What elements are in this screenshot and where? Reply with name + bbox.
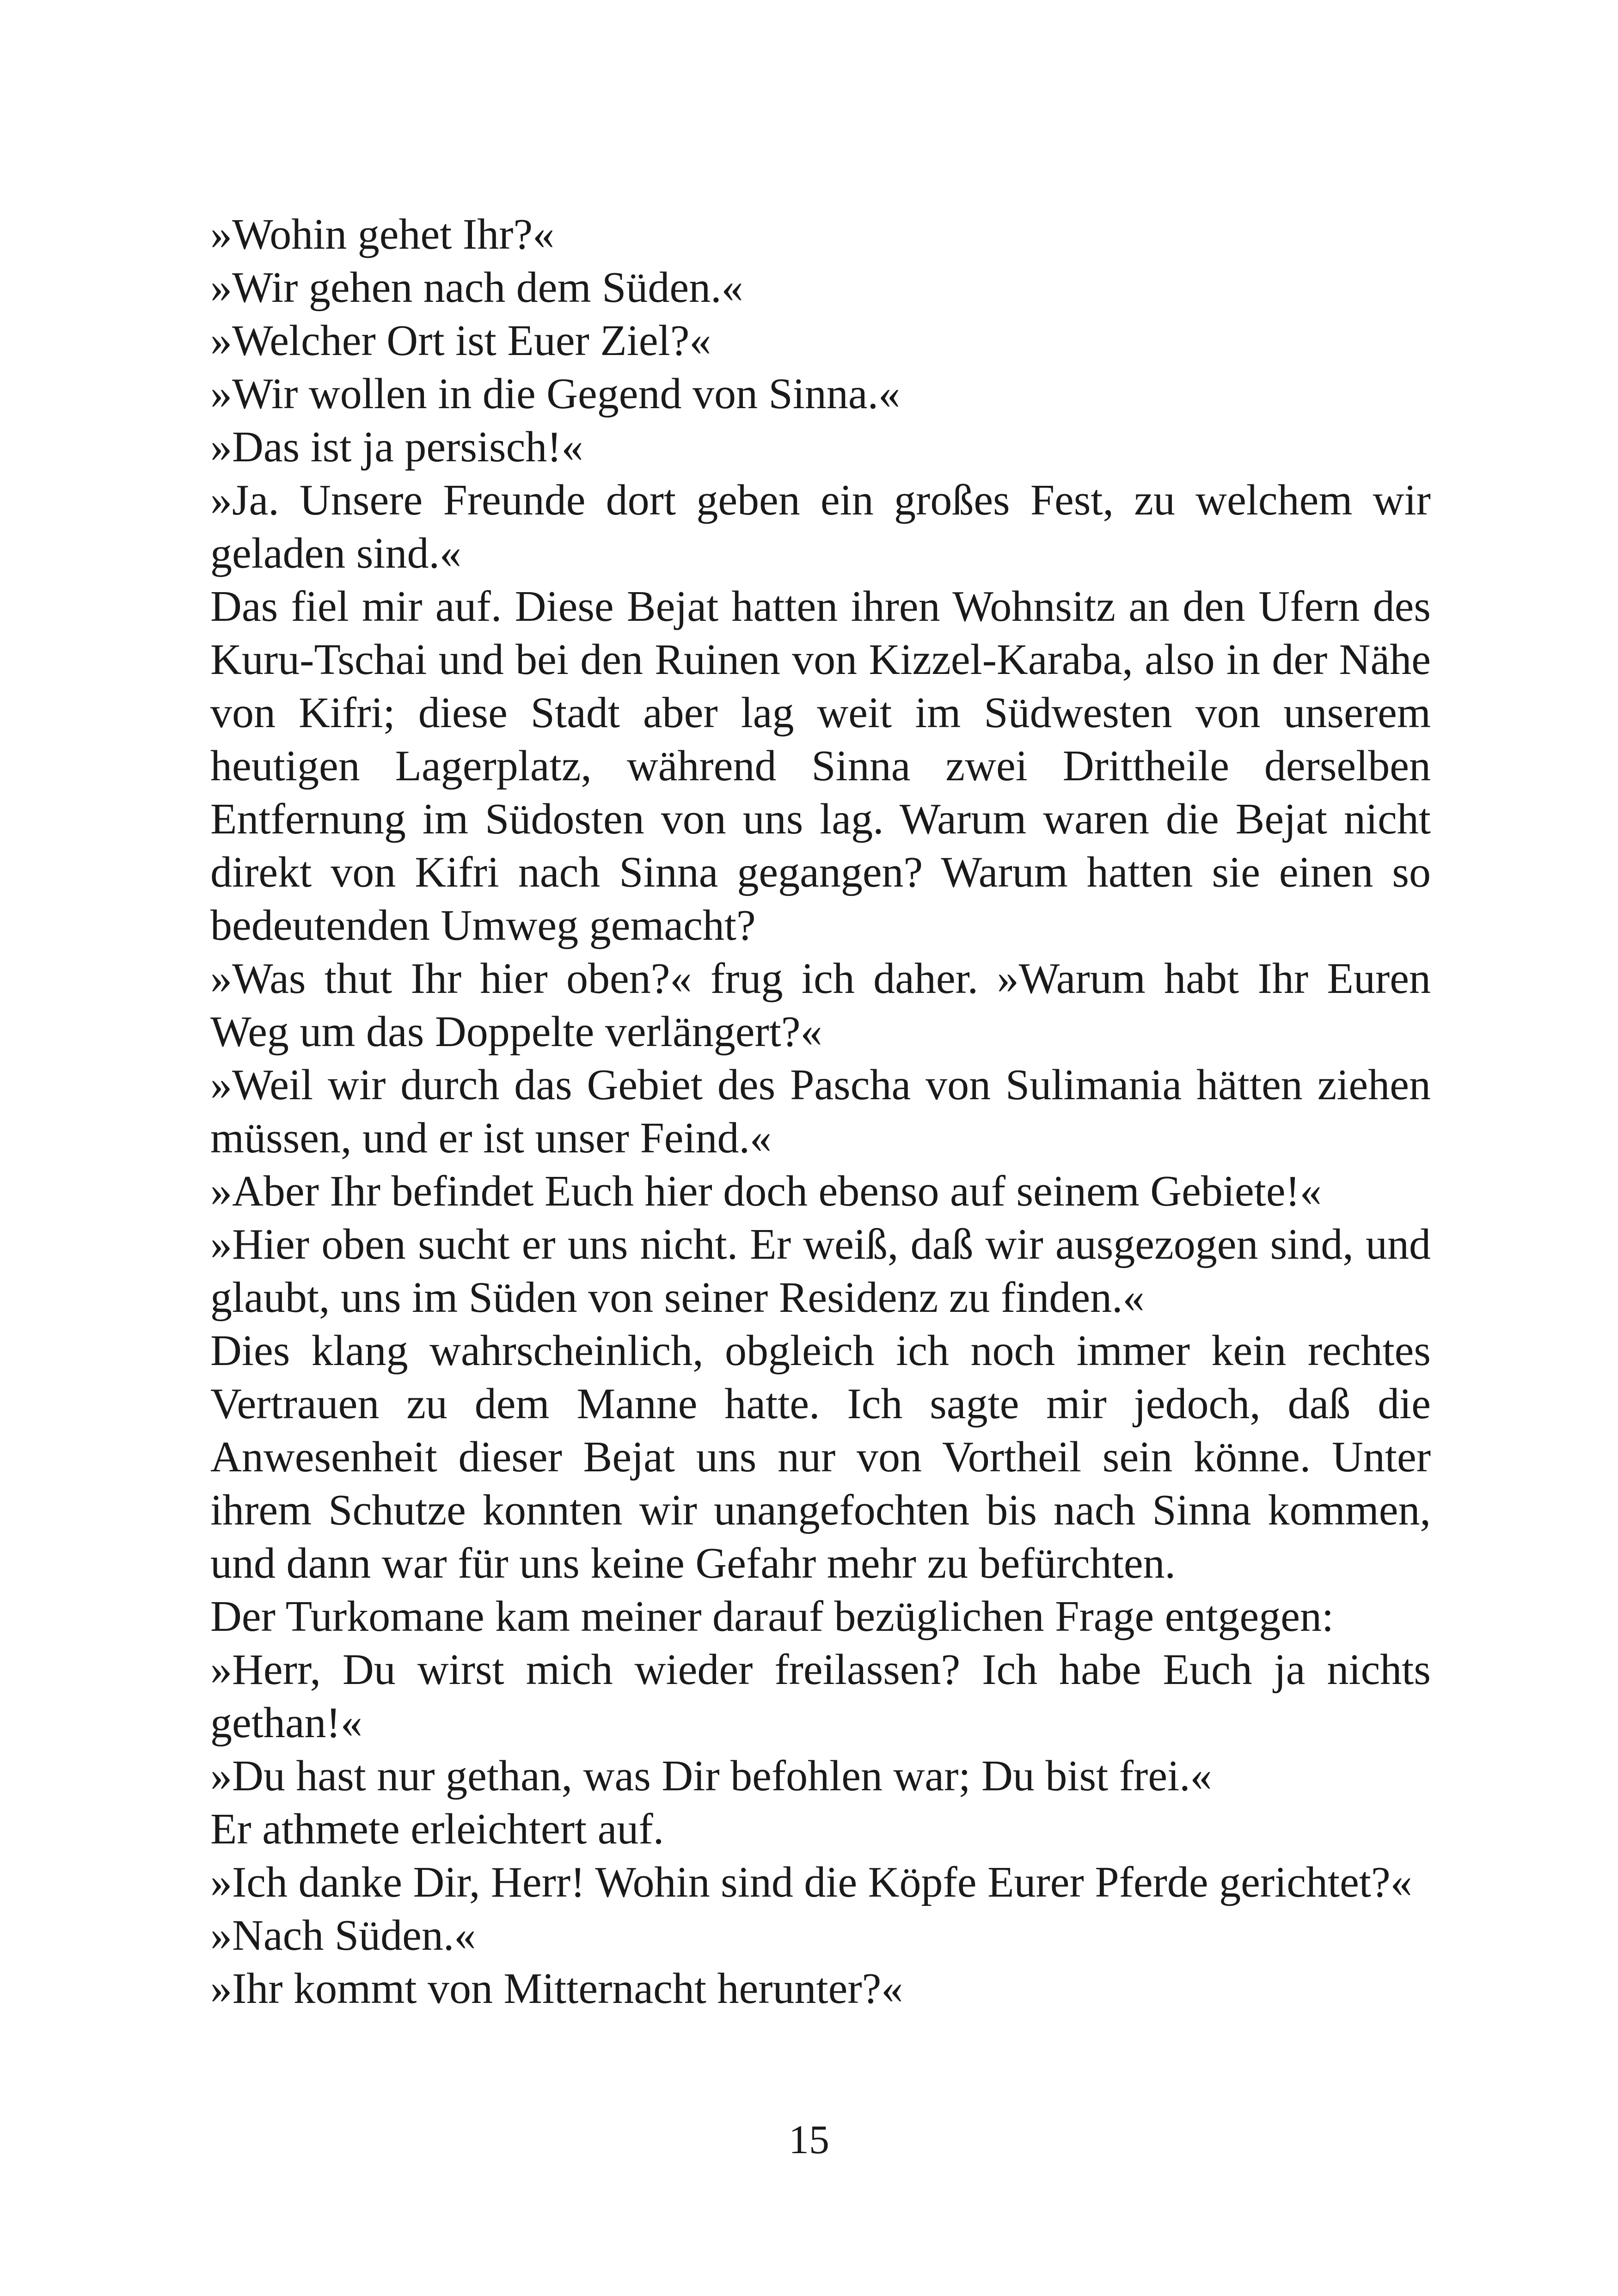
paragraph-3: »Welcher Ort ist Euer Ziel?« xyxy=(210,317,711,365)
paragraph-4: »Wir wollen in die Gegend von Sinna.« xyxy=(210,370,901,418)
paragraph-17: »Ich danke Dir, Herr! Wohin sind die Köpfe Eurer Pferde gerichtet?« xyxy=(210,1858,1412,1906)
paragraph-13: Der Turkomane kam meiner darauf bezüglichen Frage entgegen: xyxy=(210,1592,1334,1641)
paragraph-10: »Aber Ihr befindet Euch hier doch ebenso auf seinem Gebiete!« xyxy=(210,1167,1322,1215)
body-text xyxy=(210,208,1431,2015)
paragraph-7: Das fiel mir auf. Diese Bejat hatten ihren Wohnsitz an den Ufern des Kuru-Tschai und bei den Ruinen von Kizzel-Karaba, also in der Nähe von Kifri; diese Stadt aber lag weit im Südwesten von unserem heutigen Lagerplatz, während Sinna zwei Drittheile derselben Entfernung im Südosten von uns lag. Warum waren die Bejat nicht direkt von Kifri nach Sinna gegangen? Warum hatten sie einen so bedeutenden Umweg gemacht? xyxy=(210,582,1431,949)
paragraph-16: Er athmete erleichtert auf. xyxy=(210,1805,664,1853)
paragraph-2: »Wir gehen nach dem Süden.« xyxy=(210,263,743,312)
paragraph-6: »Ja. Unsere Freunde dort geben ein großes Fest, zu welchem wir geladen sind.« xyxy=(210,476,1431,577)
paragraph-1: »Wohin gehet Ihr?« xyxy=(210,210,555,258)
paragraph-15: »Du hast nur gethan, was Dir befohlen war; Du bist frei.« xyxy=(210,1752,1212,1800)
paragraph-8: »Was thut Ihr hier oben?« frug ich daher. »Warum habt Ihr Euren Weg um das Doppelte verlängert?« xyxy=(210,955,1431,1056)
page-number: 15 xyxy=(789,2118,829,2162)
paragraph-18: »Nach Süden.« xyxy=(210,1911,476,1959)
paragraph-14: »Herr, Du wirst mich wieder freilassen? Ich habe Euch ja nichts gethan!« xyxy=(210,1646,1431,1747)
paragraph-12: Dies klang wahrscheinlich, obgleich ich noch immer kein rechtes Vertrauen zu dem Manne hatte. Ich sagte mir jedoch, daß die Anwesenheit dieser Bejat uns nur von Vortheil sein könne. Unter ihrem Schutze konnten wir unangefochten bis nach Sinna kommen, und dann war für uns keine Gefahr mehr zu befürchten. xyxy=(210,1327,1431,1587)
paragraph-9: »Weil wir durch das Gebiet des Pascha von Sulimania hätten ziehen müssen, und er ist unser Feind.« xyxy=(210,1061,1431,1162)
paragraph-5: »Das ist ja persisch!« xyxy=(210,423,583,471)
paragraph-19: »Ihr kommt von Mitternacht herunter?« xyxy=(210,1965,903,2013)
paragraph-11: »Hier oben sucht er uns nicht. Er weiß, daß wir ausgezogen sind, und glaubt, uns im Süden von seiner Residenz zu finden.« xyxy=(210,1220,1431,1322)
